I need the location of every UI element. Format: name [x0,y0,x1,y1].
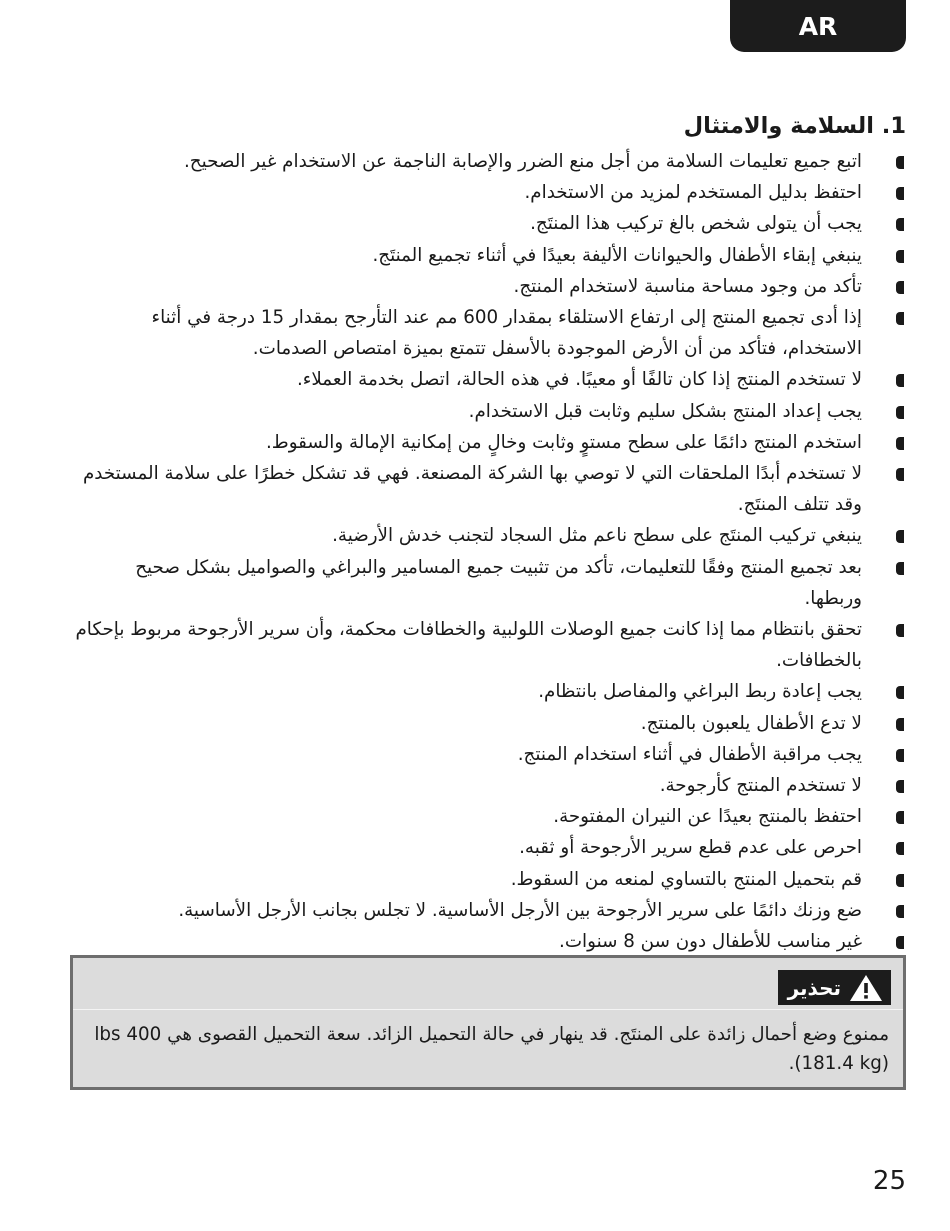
list-item-text: قم بتحميل المنتج بالتساوي لمنعه من السقوط. [510,868,862,890]
bullet-icon [896,874,904,887]
bullet-icon [896,749,904,762]
bullet-icon [896,842,904,855]
list-item [74,739,906,770]
section-title-text: السلامة والامتثال [683,113,874,139]
section-title [74,108,906,144]
bullet-icon [896,312,904,325]
bullet-icon [896,374,904,387]
warning-badge [778,970,891,1005]
list-item-text: بعد تجميع المنتج وفقًا للتعليمات، تأكد من تثبيت جميع المسامير والبراغي والصواميل بشكل صحيح وربطها. [135,556,862,609]
list-item [74,770,906,801]
bullet-icon [896,686,904,699]
bullet-icon [896,780,904,793]
bullet-icon [896,250,904,263]
list-item [74,676,906,707]
list-item-text: يجب إعداد المنتج بشكل سليم وثابت قبل الاستخدام. [468,400,862,422]
list-item [74,832,906,863]
list-item [74,895,906,926]
list-item [74,614,906,676]
list-item-text: لا تستخدم المنتج إذا كان تالفًا أو معيبًا. في هذه الحالة، اتصل بخدمة العملاء. [296,369,862,391]
list-item-text: احرص على عدم قطع سرير الأرجوحة أو ثقبه. [519,837,862,859]
list-item-text: اتبع جميع تعليمات السلامة من أجل منع الضرر والإصابة الناجمة عن الاستخدام غير الصحيح. [183,151,862,172]
warning-box [70,955,906,1090]
list-item-text: لا تستخدم المنتج كأرجوحة. [659,775,862,797]
safety-section [74,108,906,957]
list-item [74,177,906,208]
page-number: 25 [872,1166,906,1196]
list-item [74,396,906,427]
warning-triangle-icon [849,974,883,1002]
list-item [74,864,906,895]
list-item [74,458,906,520]
warning-label: تحذير [787,975,841,1000]
bullet-icon [896,218,904,231]
list-item-text: استخدم المنتج دائمًا على سطح مستوٍ وثابت وخالٍ من إمكانية الإمالة والسقوط. [265,431,862,453]
bullet-icon [896,406,904,419]
list-item [74,801,906,832]
list-item [74,520,906,551]
bullet-icon [896,437,904,450]
list-item-text: تحقق بانتظام مما إذا كانت جميع الوصلات اللولبية والخطافات محكمة، وأن سرير الأرجوحة مربوط بإحكام بالخطافات. [75,619,862,672]
list-item-text: ينبغي تركيب المنتَج على سطح ناعم مثل السجاد لتجنب خدش الأرضية. [332,525,862,547]
bullet-icon [896,156,904,169]
bullet-icon [896,624,904,637]
language-tab [730,0,906,52]
list-item [74,364,906,395]
list-item-text: غير مناسب للأطفال دون سن 8 سنوات. [559,931,862,953]
list-item-text: ينبغي إبقاء الأطفال والحيوانات الأليفة بعيدًا في أثناء تجميع المنتَج. [372,244,862,266]
bullet-icon [896,562,904,575]
list-item [74,240,906,271]
list-item-text: يجب مراقبة الأطفال في أثناء استخدام المنتج. [517,743,862,765]
bullet-icon [896,530,904,543]
list-item [74,271,906,302]
list-item-text: يجب أن يتولى شخص بالغ تركيب هذا المنتَج. [530,213,862,235]
section-number: 1. [881,113,906,139]
warning-divider [73,1009,903,1010]
list-item-text: يجب إعادة ربط البراغي والمفاصل بانتظام. [538,681,862,703]
safety-bullet-list [74,146,906,957]
list-item [74,208,906,239]
language-tab-label: AR [798,11,838,41]
list-item-text: لا تستخدم أبدًا الملحقات التي لا توصي بها الشركة المصنعة. فهي قد تشكل خطرًا على سلامة المستخدم وقد تتلف المنتَج. [82,463,862,516]
bullet-icon [896,281,904,294]
list-item [74,302,906,364]
list-item [74,146,906,177]
list-item-text: احتفظ بالمنتج بعيدًا عن النيران المفتوحة. [553,806,862,828]
list-item-text: إذا أدى تجميع المنتج إلى ارتفاع الاستلقاء بمقدار 600 مم عند التأرجح بمقدار 15 درجة في أثناء الاستخدام، فتأكد من أن الأرض الموجودة بالأسفل تتمتع بميزة امتصاص الصدمات. [151,307,862,360]
bullet-icon [896,811,904,824]
bullet-icon [896,187,904,200]
list-item [74,427,906,458]
list-item-text: ضع وزنك دائمًا على سرير الأرجوحة بين الأرجل الأساسية. لا تجلس بجانب الأرجل الأساسية. [178,899,862,921]
warning-text: ممنوع وضع أحمال زائدة على المنتَج. قد ينهار في حالة التحميل الزائد. سعة التحميل القصوى هي 400 lbs (181.4 kg). [94,1024,889,1074]
list-item-text: تأكد من وجود مساحة مناسبة لاستخدام المنتج. [513,275,862,297]
bullet-icon [896,936,904,949]
bullet-icon [896,718,904,731]
list-item [74,708,906,739]
list-item-text: احتفظ بدليل المستخدم لمزيد من الاستخدام. [524,182,862,204]
bullet-icon [896,468,904,481]
list-item [74,926,906,957]
list-item-text: لا تدع الأطفال يلعبون بالمنتج. [640,712,862,734]
list-item [74,552,906,614]
bullet-icon [896,905,904,918]
